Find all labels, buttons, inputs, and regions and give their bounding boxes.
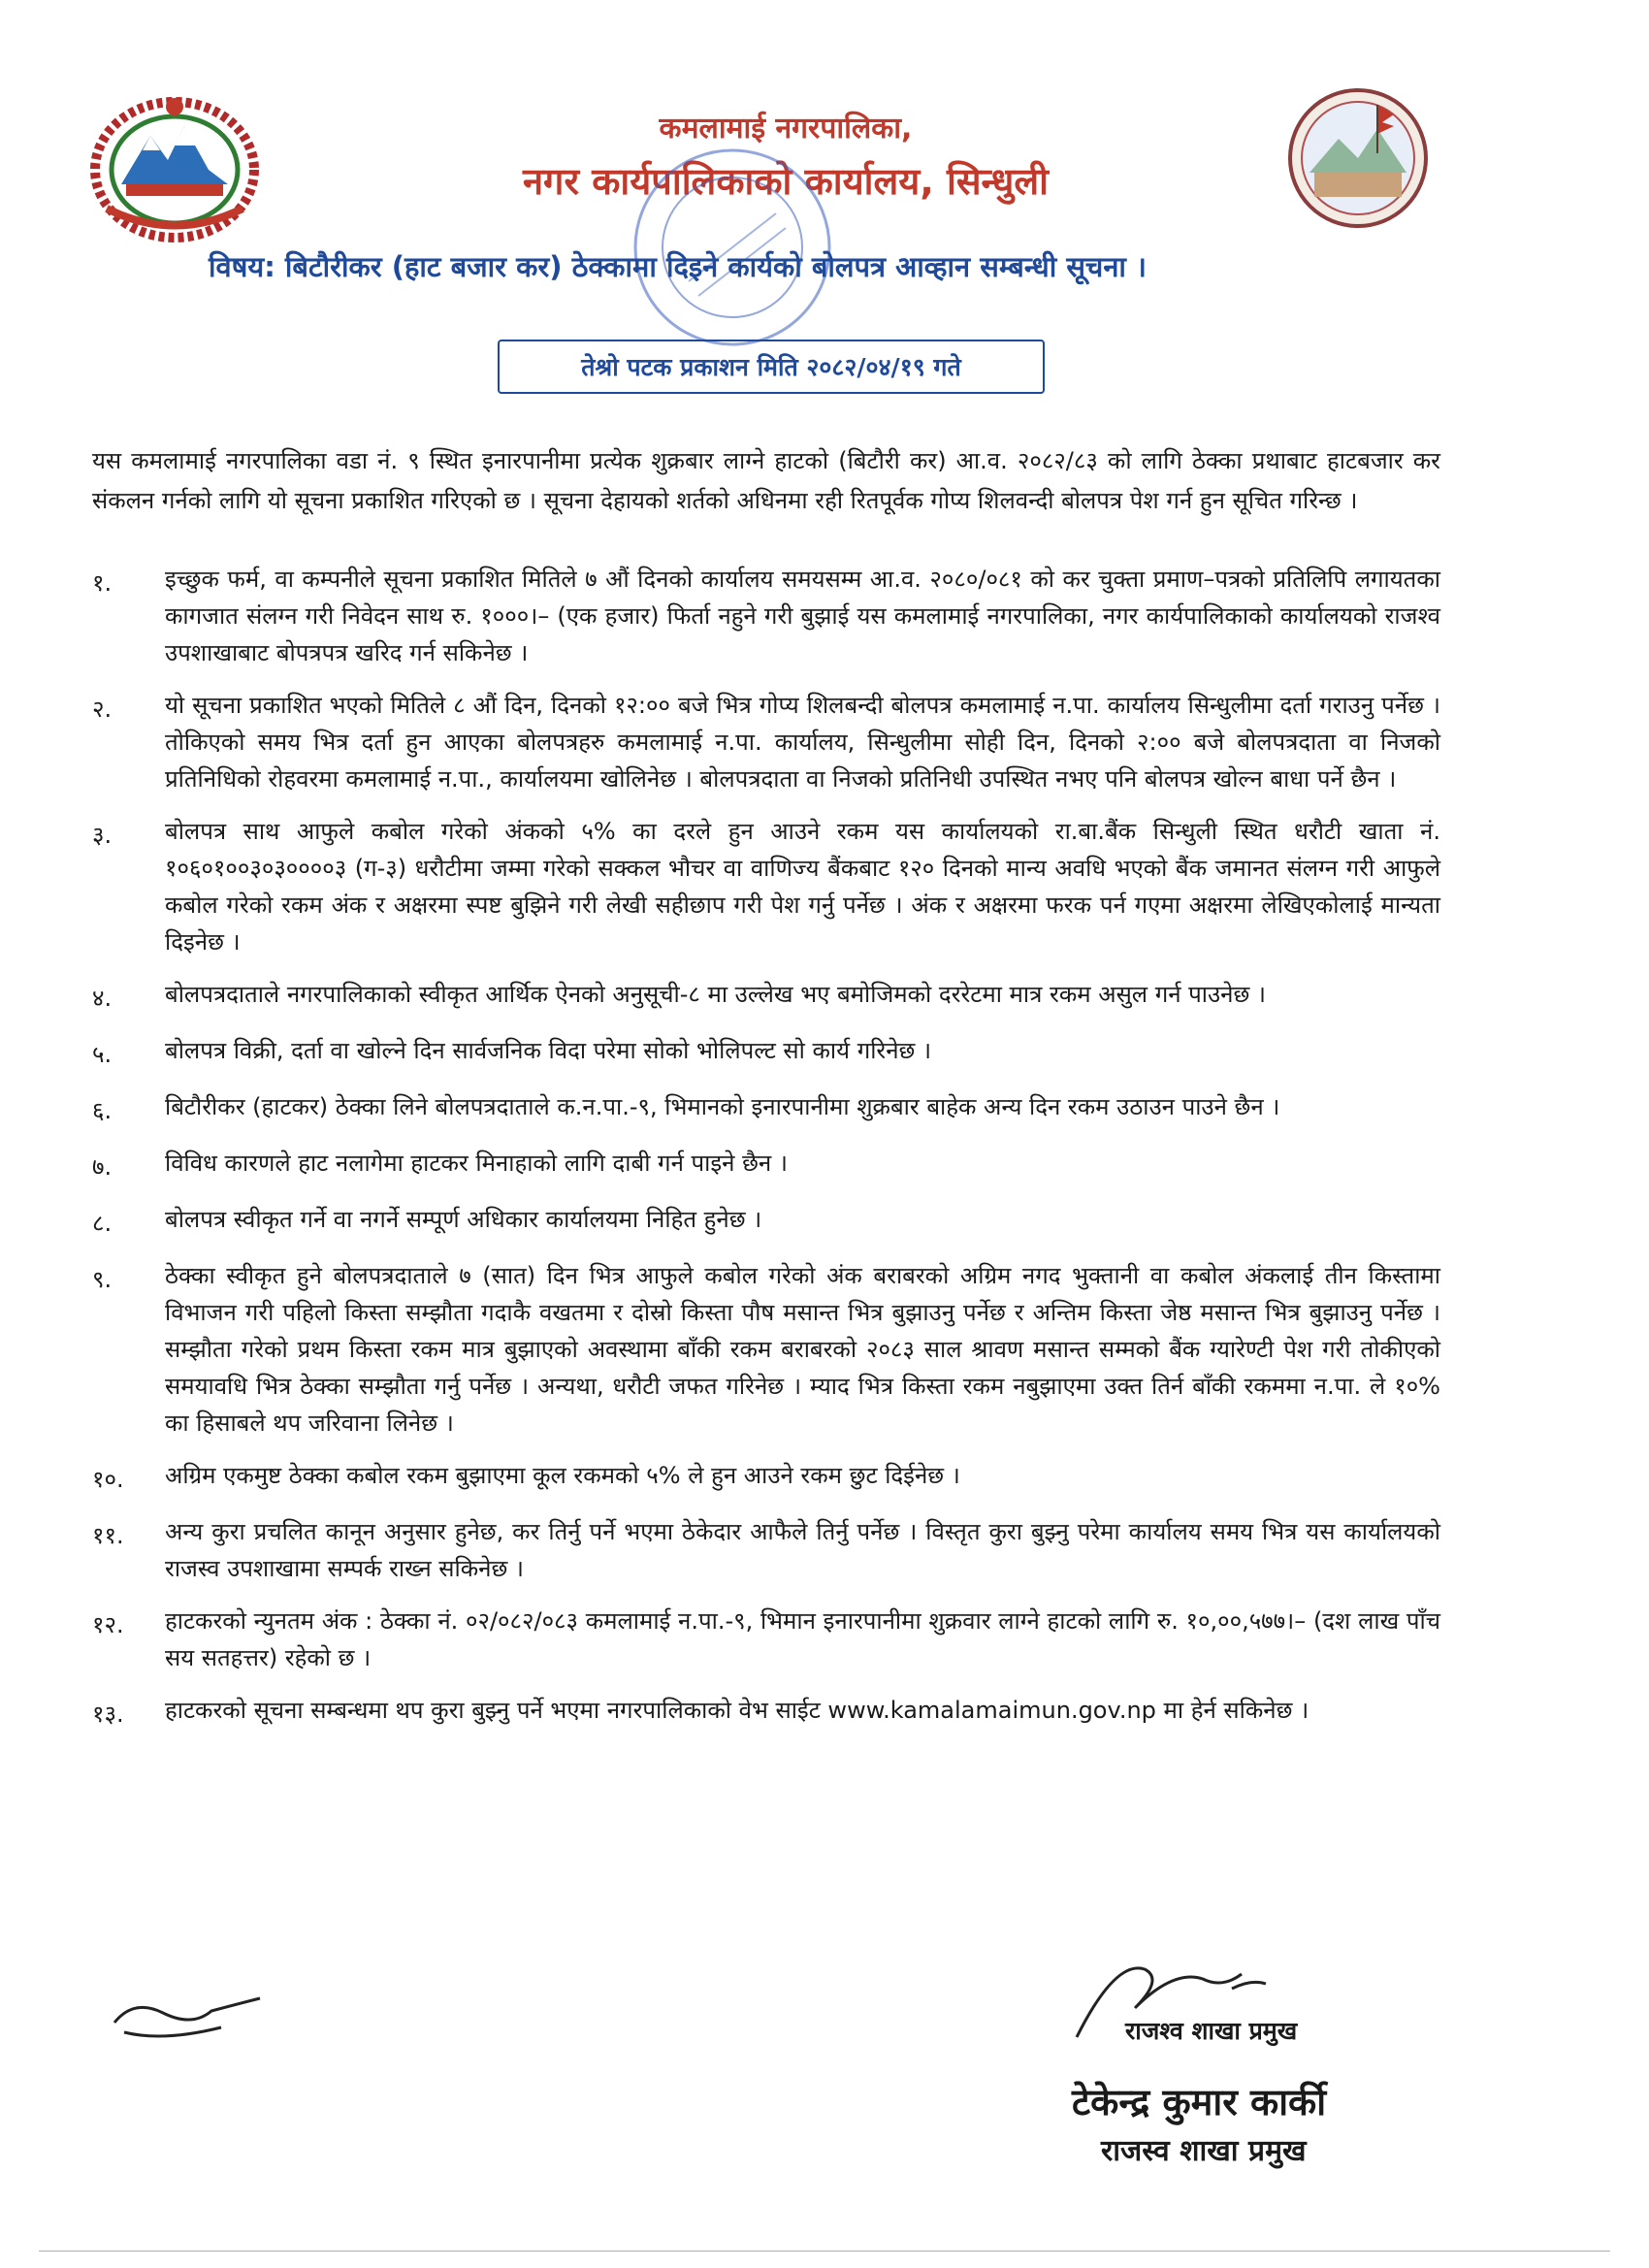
list-item — [92, 1457, 1440, 1498]
list-item — [92, 1692, 1440, 1733]
initials-signature — [105, 1984, 270, 2052]
nepal-emblem-icon — [82, 92, 267, 247]
list-item — [92, 1201, 1440, 1242]
clause-text: यो सूचना प्रकाशित भएको मितिले ८ औं दिन, दिनको १२:०० बजे भित्र गोप्य शिलबन्दी बोलपत्र कमलामाई न.पा. कार्यालय सिन्धुलीमा दर्ता गराउनु पर्नेछ । तोकिएको समय भित्र दर्ता हुन आएका बोलपत्रहरु कमलामाई न.पा. कार्यालय, सिन्धुलीमा सोही दिन, दिनको २:०० बजे बोलपत्रदाता वा निजको प्रतिनिधिको रोहवरमा कमलामाई न.पा., कार्यालयमा खोलिनेछ । बोलपत्रदाता वा निजको प्रतिनिधी उपस्थित नभए पनि बोलपत्र खोल्न बाधा पर्ने छैन । — [165, 692, 1440, 793]
clause-text: हाटकरको न्युनतम अंक : ठेक्का नं. ०२/०८२/०८३ कमलामाई न.पा.-९, भिमान इनारपानीमा शुक्रवार लाग्ने हाटको लागि रु. १०,००,५७७।– (दश लाख पाँच सय सतहत्तर) रहेको छ । — [165, 1607, 1440, 1671]
conditions-list — [92, 561, 1440, 1748]
clause-text: हाटकरको सूचना सम्बन्धमा थप कुरा बुझ्नु पर्ने भएमा नगरपालिकाको वेभ साईट www.kamalamaimun.gov.np मा हेर्न सकिनेछ । — [165, 1697, 1310, 1724]
clause-text: अन्य कुरा प्रचलित कानून अनुसार हुनेछ, कर तिर्नु पर्ने भएमा ठेकेदार आफैले तिर्नु पर्नेछ । विस्तृत कुरा बुझ्नु परेमा कार्यालय समय भित्र यस कार्यालयको राजस्व उपशाखामा सम्पर्क राख्न सकिनेछ । — [165, 1518, 1440, 1582]
clause-text: बोलपत्र स्वीकृत गर्ने वा नगर्ने सम्पूर्ण अधिकार कार्यालयमा निहित हुनेछ । — [165, 1206, 762, 1233]
list-item — [92, 1145, 1440, 1185]
clause-number: १३. — [92, 1701, 124, 1728]
list-item — [92, 687, 1440, 797]
list-item — [92, 976, 1440, 1017]
municipality-logo-icon — [1285, 85, 1431, 231]
clause-number: ७. — [92, 1153, 113, 1181]
list-item — [92, 1513, 1440, 1587]
list-item — [92, 813, 1440, 960]
publication-date-text: तेश्रो पटक प्रकाशन मिति २०८२/०४/१९ गते — [581, 353, 961, 381]
clause-text: विविध कारणले हाट नलागेमा हाटकर मिनाहाको लागि दाबी गर्न पाइने छैन । — [165, 1150, 788, 1177]
signatory-title: राजस्व शाखा प्रमुख — [1101, 2134, 1307, 2168]
list-item — [92, 1603, 1440, 1676]
signatory-name: टेकेन्द्र कुमार कार्की — [1072, 2081, 1327, 2123]
list-item — [92, 561, 1440, 671]
clause-text: बोलपत्रदाताले नगरपालिकाको स्वीकृत आर्थिक ऐनको अनुसूची-८ मा उल्लेख भए बमोजिमको दररेटमा मात्र रकम असुल गर्न पाउनेछ । — [165, 981, 1267, 1008]
clause-number: ८. — [92, 1210, 113, 1237]
clause-text: ठेक्का स्वीकृत हुने बोलपत्रदाताले ७ (सात) दिन भित्र आफुले कबोल गरेको अंक बराबरको अग्रिम नगद भुक्तानी वा कबोल अंकलाई तीन किस्तामा विभाजन गरी पहिलो किस्ता सम्झौता गदाकै वखतमा र दोस्रो किस्ता पौष मसान्त भित्र बुझाउनु पर्नेछ र अन्तिम किस्ता जेष्ठ मसान्त भित्र बुझाउनु पर्नेछ । सम्झौता गरेको प्रथम किस्ता रकम मात्र बुझाएको अवस्थामा बाँकी रकम बराबरको २०८३ साल श्रावण मसान्त सम्मको बैंक ग्यारेण्टी पेश गरी तोकीएको समयावधि भित्र ठेक्का सम्झौता गर्नु पर्नेछ । अन्यथा, धरौटी जफत गरिनेछ । म्याद भित्र किस्ता रकम नबुझाएमा उक्त तिर्न बाँकी रकममा न.पा. ले १०% का हिसाबले थप जरिवाना लिनेछ । — [165, 1262, 1440, 1437]
clause-text: अग्रिम एकमुष्ट ठेक्का कबोल रकम बुझाएमा कूल रकमको ५% ले हुन आउने रकम छुट दिईनेछ । — [165, 1462, 960, 1489]
clause-number: १. — [92, 569, 113, 597]
signatory-title-top: राजश्व शाखा प्रमुख — [1125, 2017, 1298, 2045]
clause-number: ११. — [92, 1522, 124, 1549]
clause-text: बोलपत्र विक्री, दर्ता वा खोल्ने दिन सार्वजनिक विदा परेमा सोको भोलिपल्ट सो कार्य गरिनेछ । — [165, 1037, 932, 1064]
publication-date-box — [498, 340, 1045, 394]
clause-number: २. — [92, 696, 113, 723]
clause-number: १२. — [92, 1611, 124, 1638]
clause-number: ९. — [92, 1266, 113, 1293]
list-item — [92, 1032, 1440, 1073]
list-item — [92, 1088, 1440, 1129]
subject-line: विषय: बिटौरीकर (हाट बजार कर) ठेक्कामा दिइने कार्यको बोलपत्र आव्हान सम्बन्धी सूचना । — [209, 250, 1148, 283]
clause-number: ३. — [92, 822, 113, 849]
clause-text: बिटौरीकर (हाटकर) ठेक्का लिने बोलपत्रदाताले क.न.पा.-९, भिमानको इनारपानीमा शुक्रबार बाहेक अन्य दिन रकम उठाउन पाउने छैन । — [165, 1093, 1280, 1120]
clause-number: ६. — [92, 1097, 113, 1124]
municipality-name: कमलामाई नगरपालिका, — [659, 112, 913, 146]
clause-number: १०. — [92, 1466, 124, 1493]
clause-number: ५. — [92, 1041, 113, 1068]
office-name: नगर कार्यपालिकाको कार्यालय, सिन्धुली — [522, 160, 1050, 203]
clause-number: ४. — [92, 985, 113, 1012]
intro-paragraph: यस कमलामाई नगरपालिका वडा नं. ९ स्थित इनारपानीमा प्रत्येक शुक्रबार लाग्ने हाटको (बिटौरी कर) आ.व. २०८२/८३ को लागि ठेक्का प्रथाबाट हाटबजार कर संकलन गर्नको लागि यो सूचना प्रकाशित गरिएको छ । सूचना देहायको शर्तको अधिनमा रही रितपूर्वक गोप्य शिलवन्दी बोलपत्र पेश गर्न हुन सूचित गरिन्छ । — [92, 447, 1440, 514]
clause-text: बोलपत्र साथ आफुले कबोल गरेको अंकको ५% का दरले हुन आउने रकम यस कार्यालयको रा.बा.बैंक सिन्धुली स्थित धरौटी खाता नं. १०६०१००३०३००००३ (ग-३) धरौटीमा जम्मा गरेको सक्कल भौचर वा वाणिज्य बैंकबाट १२० दिनको मान्य अवधि भएको बैंक जमानत संलग्न गरी आफुले कबोल गरेको रकम अंक र अक्षरमा स्पष्ट बुझिने गरी लेखी सहीछाप गरी पेश गर्नु पर्नेछ । अंक र अक्षरमा फरक पर्न गएमा अक्षरमा लेखिएकोलाई मान्यता दिइनेछ । — [165, 818, 1440, 956]
list-item — [92, 1257, 1440, 1442]
bottom-divider — [39, 2251, 1610, 2252]
clause-text: इच्छुक फर्म, वा कम्पनीले सूचना प्रकाशित मितिले ७ औं दिनको कार्यालय समयसम्म आ.व. २०८०/०८१ को कर चुक्ता प्रमाण–पत्रको प्रतिलिपि लगायतका कागजात संलग्न गरी निवेदन साथ रु. १०००।– (एक हजार) फिर्ता नहुने गरी बुझाई यस कमलामाई नगरपालिका, नगर कार्यपालिकाको कार्यालयको राजश्व उपशाखाबाट बोपत्रपत्र खरिद गर्न सकिनेछ । — [165, 566, 1440, 666]
